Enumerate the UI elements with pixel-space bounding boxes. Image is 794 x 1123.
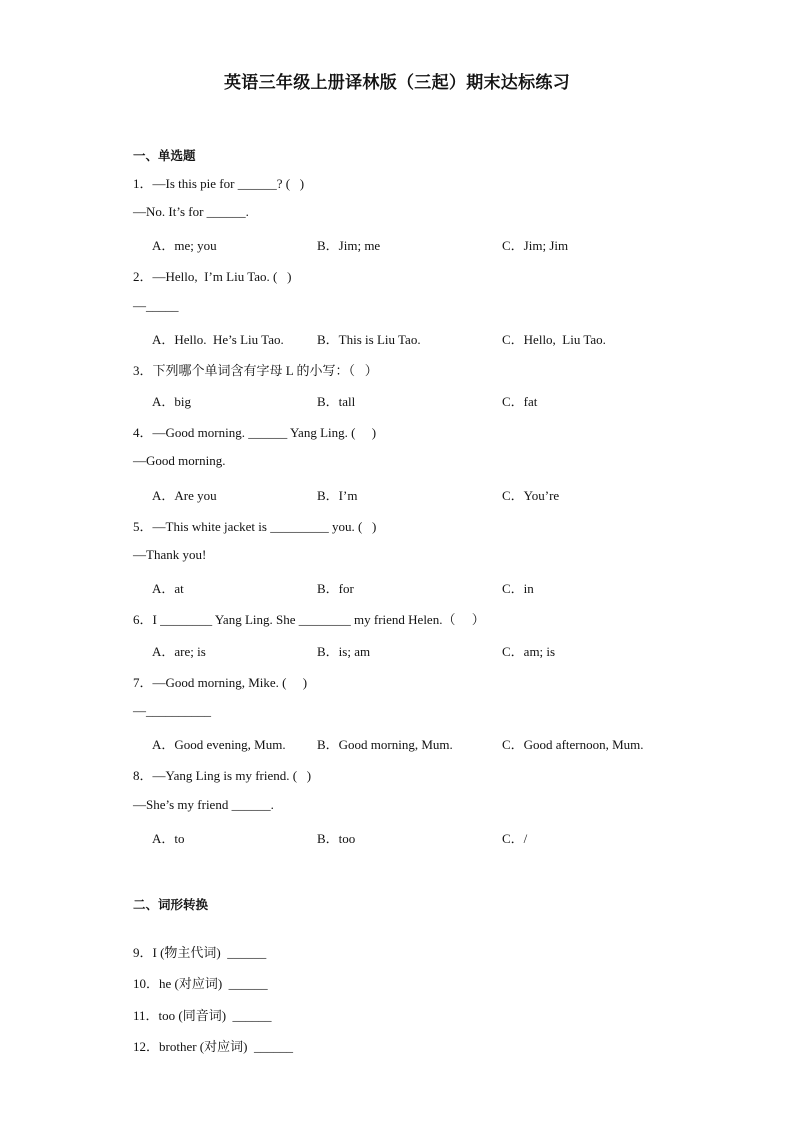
question-7-option-a[interactable]: A．Good evening, Mum. [152, 737, 286, 752]
question-5-option-c[interactable]: C．in [502, 581, 534, 596]
question-5-extra: —Thank you! [133, 547, 207, 562]
question-6-option-a[interactable]: A．are; is [152, 644, 206, 659]
question-1-option-c[interactable]: C．Jim; Jim [502, 238, 569, 253]
question-4-extra: —Good morning. [133, 453, 226, 468]
question-2-extra: —_____ [133, 298, 179, 313]
question-5-option-a[interactable]: A．at [152, 581, 184, 596]
question-8-option-b[interactable]: B．too [317, 831, 356, 846]
question-3-option-c[interactable]: C．fat [502, 394, 538, 409]
section-heading-single-choice: 一、单选题 [133, 148, 196, 163]
question-4-option-c[interactable]: C．You’re [502, 488, 560, 503]
question-6-option-b[interactable]: B．is; am [317, 644, 371, 659]
question-7-option-c[interactable]: C．Good afternoon, Mum. [502, 737, 644, 752]
word-form-question-11: 11．too (同音词) ______ [133, 1008, 272, 1023]
question-7-option-b[interactable]: B．Good morning, Mum. [317, 737, 453, 752]
question-8-option-c[interactable]: C．/ [502, 831, 528, 846]
question-1-stem: 1．—Is this pie for ______? ( ) [133, 176, 305, 191]
question-4-option-a[interactable]: A．Are you [152, 488, 217, 503]
question-7-stem: 7．—Good morning, Mike. ( ) [133, 675, 308, 690]
word-form-question-9: 9．I (物主代词) ______ [133, 945, 267, 960]
page-title: 英语三年级上册译林版（三起）期末达标练习 [224, 73, 570, 93]
question-2-option-a[interactable]: A．Hello. He’s Liu Tao. [152, 332, 284, 347]
question-1-option-a[interactable]: A．me; you [152, 238, 217, 253]
question-7-extra: —__________ [133, 703, 211, 718]
section-heading-word-forms: 二、词形转换 [133, 897, 209, 912]
question-2-option-b[interactable]: B．This is Liu Tao. [317, 332, 421, 347]
question-6-stem: 6．I ________ Yang Ling. She ________ my friend Helen.（ ） [133, 612, 485, 627]
question-3-option-a[interactable]: A．big [152, 394, 192, 409]
question-2-stem: 2．—Hello, I’m Liu Tao. ( ) [133, 269, 292, 284]
question-4-stem: 4．—Good morning. ______ Yang Ling. ( ) [133, 425, 377, 440]
question-2-option-c[interactable]: C．Hello, Liu Tao. [502, 332, 606, 347]
question-4-option-b[interactable]: B．I’m [317, 488, 358, 503]
question-1-option-b[interactable]: B．Jim; me [317, 238, 381, 253]
question-5-stem: 5．—This white jacket is _________ you. ( ) [133, 519, 377, 534]
question-6-option-c[interactable]: C．am; is [502, 644, 556, 659]
question-3-stem: 3．下列哪个单词含有字母 L 的小写：（ ） [133, 363, 378, 378]
question-5-option-b[interactable]: B．for [317, 581, 354, 596]
question-8-option-a[interactable]: A．to [152, 831, 185, 846]
word-form-question-12: 12．brother (对应词) ______ [133, 1039, 293, 1054]
question-8-stem: 8．—Yang Ling is my friend. ( ) [133, 768, 312, 783]
word-form-question-10: 10．he (对应词) ______ [133, 976, 268, 991]
question-1-extra: —No. It’s for ______. [133, 204, 249, 219]
question-3-option-b[interactable]: B．tall [317, 394, 356, 409]
question-8-extra: —She’s my friend ______. [133, 797, 274, 812]
